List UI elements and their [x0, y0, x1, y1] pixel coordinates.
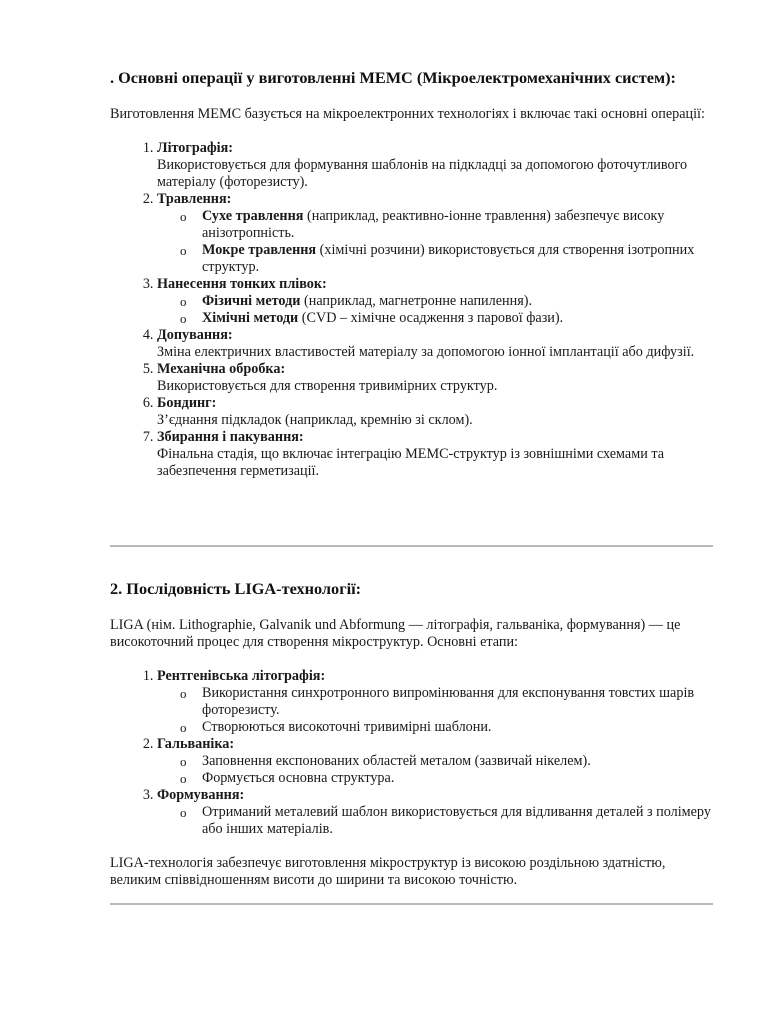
list-item: [157, 668, 712, 736]
sub-list-item: [180, 753, 712, 770]
sub-item-text: Формується основна структура.: [202, 770, 395, 786]
item-title: 2. Гальваніка:: [157, 736, 235, 752]
list-item: [157, 327, 712, 361]
sub-item-text: (хімічні розчини) використовується для створення ізотропних структур.: [202, 242, 695, 275]
bullet-icon: o: [180, 294, 187, 309]
bullet-icon: o: [180, 754, 187, 769]
section-1-heading: . Основні операції у виготовленні МЕМС (Мікроелектромеханічних систем):: [110, 68, 676, 87]
section-2-heading: 2. Послідовність LIGA-технології:: [110, 579, 362, 598]
sub-item-text: Отриманий металевий шаблон використовується для відливання деталей з полімеру або інших матеріалів.: [202, 804, 711, 837]
list-item: [157, 787, 712, 838]
list-item: [157, 276, 712, 327]
section-1-intro: Виготовлення МЕМС базується на мікроелектронних технологіях і включає такі основні операції:: [110, 106, 705, 122]
sub-list-item: [180, 685, 712, 719]
item-title: 3. Нанесення тонких плівок:: [157, 276, 327, 292]
section-1: [110, 68, 712, 480]
sub-item-text: Використання синхротронного випромінювання для експонування товстих шарів фоторезисту.: [202, 685, 695, 718]
item-title: 2. Травлення:: [157, 191, 232, 207]
bullet-icon: o: [180, 243, 187, 258]
sub-item-text: Заповнення експонованих областей металом (зазвичай нікелем).: [202, 753, 591, 769]
horizontal-rule: [110, 903, 713, 905]
mems-operations-list: [110, 140, 712, 480]
list-item: [157, 395, 712, 429]
sub-item-term: Хімічні методи: [202, 310, 299, 326]
sub-list-item: [180, 293, 712, 310]
item-description: Використовується для формування шаблонів на підкладці за допомогою фоточутливого матеріалу (фоторезисту).: [157, 157, 688, 190]
item-description: Зміна електричних властивостей матеріалу за допомогою іонної імплантації або дифузії.: [157, 344, 695, 360]
bullet-icon: o: [180, 311, 187, 326]
list-item: [157, 736, 712, 787]
sub-list-item: [180, 310, 712, 327]
sub-item-term: Сухе травлення: [202, 208, 304, 224]
sub-list: [157, 685, 712, 736]
sub-item-text: (CVD – хімічне осадження з парової фази).: [298, 310, 564, 326]
sub-item-text: Створюються високоточні тривимірні шаблони.: [202, 719, 492, 735]
sub-item-term: Мокре травлення: [202, 242, 317, 258]
sub-list: [157, 208, 712, 276]
item-title: 4. Допування:: [157, 327, 233, 343]
list-item: [157, 429, 712, 480]
sub-list-item: [180, 208, 712, 242]
sub-list: [157, 753, 712, 787]
item-title: 5. Механічна обробка:: [157, 361, 286, 377]
liga-steps-list: [110, 668, 712, 838]
item-description: Використовується для створення тривимірних структур.: [157, 378, 498, 394]
horizontal-rule: [110, 545, 713, 547]
item-title: 6. Бондинг:: [157, 395, 217, 411]
item-title: 7. Збирання і пакування:: [157, 429, 304, 445]
item-description: Фінальна стадія, що включає інтеграцію МЕМС-структур із зовнішніми схемами та забезпечення герметизації.: [157, 446, 665, 479]
sub-list: [157, 804, 712, 838]
sub-list-item: [180, 770, 712, 787]
sub-list-item: [180, 804, 712, 838]
list-item: [157, 361, 712, 395]
sub-item-term: Фізичні методи: [202, 293, 301, 309]
list-item: [157, 191, 712, 276]
item-description: З’єднання підкладок (наприклад, кремнію зі склом).: [157, 412, 473, 428]
sub-item-text: (наприклад, магнетронне напилення).: [300, 293, 533, 309]
bullet-icon: o: [180, 209, 187, 224]
sub-list-item: [180, 719, 712, 736]
bullet-icon: o: [180, 686, 187, 701]
item-title: 3. Формування:: [157, 787, 245, 803]
section-2: [110, 579, 712, 889]
section-2-intro: LIGA (нім. Lithographie, Galvanik und Abformung — літографія, гальваніка, формування) — це високоточний процес для створення мікроструктур. Основні етапи:: [110, 617, 681, 650]
item-title: 1. Рентгенівська літографія:: [157, 668, 326, 684]
sub-list-item: [180, 242, 712, 276]
bullet-icon: o: [180, 805, 187, 820]
list-item: [157, 140, 712, 191]
bullet-icon: o: [180, 771, 187, 786]
item-title: 1. Літографія:: [157, 140, 233, 156]
section-2-conclusion: LIGA-технологія забезпечує виготовлення мікроструктур із високою роздільною здатністю, великим співвідношенням висоти до ширини та високою точністю.: [110, 855, 666, 888]
bullet-icon: o: [180, 720, 187, 735]
sub-item-text: (наприклад, реактивно-іонне травлення) забезпечує високу анізотропність.: [202, 208, 665, 241]
sub-list: [157, 293, 712, 327]
